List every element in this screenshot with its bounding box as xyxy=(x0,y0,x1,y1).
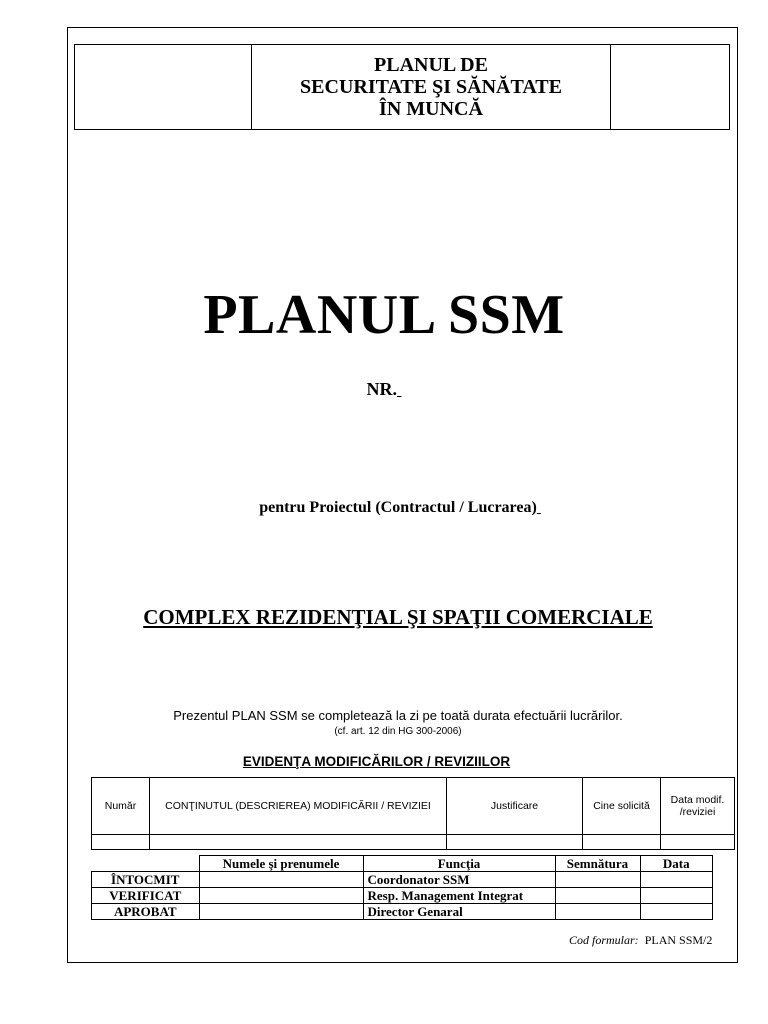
role-label: APROBAT xyxy=(92,904,200,920)
col-revision-date: Data modif. /reviziei xyxy=(661,778,735,835)
col-name: Numele şi prenumele xyxy=(199,856,363,872)
revisions-title: EVIDENŢA MODIFICĂRILOR / REVIZIILOR xyxy=(242,754,511,769)
header-right-cell xyxy=(611,45,730,130)
completion-note: Prezentul PLAN SSM se completează la zi pe toată durata efectuării lucrărilor. xyxy=(173,708,623,723)
date-cell xyxy=(640,872,713,888)
form-code-value: PLAN SSM/2 xyxy=(644,933,713,947)
table-cell xyxy=(583,835,661,850)
revisions-empty-row xyxy=(92,835,735,850)
col-function: Funcţia xyxy=(363,856,555,872)
table-cell xyxy=(92,835,150,850)
main-title: PLANUL SSM xyxy=(203,284,565,346)
col-number: Număr xyxy=(92,778,150,835)
header-title-line: SECURITATE ŞI SĂNĂTATE xyxy=(300,76,562,98)
function-cell: Director Genaral xyxy=(363,904,555,920)
signature-row xyxy=(92,872,713,888)
function-cell: Resp. Management Integrat xyxy=(363,888,555,904)
role-label: ÎNTOCMIT xyxy=(92,872,200,888)
signature-row xyxy=(92,904,713,920)
function-cell: Coordonator SSM xyxy=(363,872,555,888)
role-label: VERIFICAT xyxy=(92,888,200,904)
date-cell xyxy=(640,888,713,904)
project-label-line xyxy=(0,497,768,519)
signature-cell xyxy=(555,888,640,904)
document-number xyxy=(0,378,768,400)
table-cell xyxy=(661,835,735,850)
col-signature: Semnătura xyxy=(555,856,640,872)
name-cell xyxy=(199,904,363,920)
signature-cell xyxy=(555,904,640,920)
form-code-label: Cod formular: xyxy=(569,933,639,947)
signatures-header-row xyxy=(92,856,713,872)
project-name: COMPLEX REZIDENŢIAL ŞI SPAŢII COMERCIALE xyxy=(143,605,653,629)
signature-cell xyxy=(555,872,640,888)
name-cell xyxy=(199,888,363,904)
col-date: Data xyxy=(640,856,713,872)
col-requested-by: Cine solicită xyxy=(583,778,661,835)
project-label: pentru Proiectul (Contractul / Lucrarea) xyxy=(259,499,537,516)
document-number-blank xyxy=(397,379,402,399)
table-cell xyxy=(150,835,447,850)
document-number-label: NR. xyxy=(366,379,397,399)
header-title xyxy=(252,45,611,130)
table-cell xyxy=(447,835,583,850)
col-content: CONŢINUTUL (DESCRIEREA) MODIFICĂRII / REVIZIEI xyxy=(150,778,447,835)
table-cell xyxy=(92,856,200,872)
header-table xyxy=(74,44,730,130)
revisions-table xyxy=(91,777,735,850)
header-title-line: ÎN MUNCĂ xyxy=(379,98,483,120)
col-justification: Justificare xyxy=(447,778,583,835)
project-blank xyxy=(537,499,541,516)
date-cell xyxy=(640,904,713,920)
signatures-table xyxy=(91,855,713,920)
signature-row xyxy=(92,888,713,904)
header-title-line: PLANUL DE xyxy=(374,54,488,76)
header-left-cell xyxy=(75,45,252,130)
legal-reference: (cf. art. 12 din HG 300-2006) xyxy=(334,726,462,737)
name-cell xyxy=(199,872,363,888)
form-code xyxy=(569,932,712,948)
revisions-header-row xyxy=(92,778,735,835)
